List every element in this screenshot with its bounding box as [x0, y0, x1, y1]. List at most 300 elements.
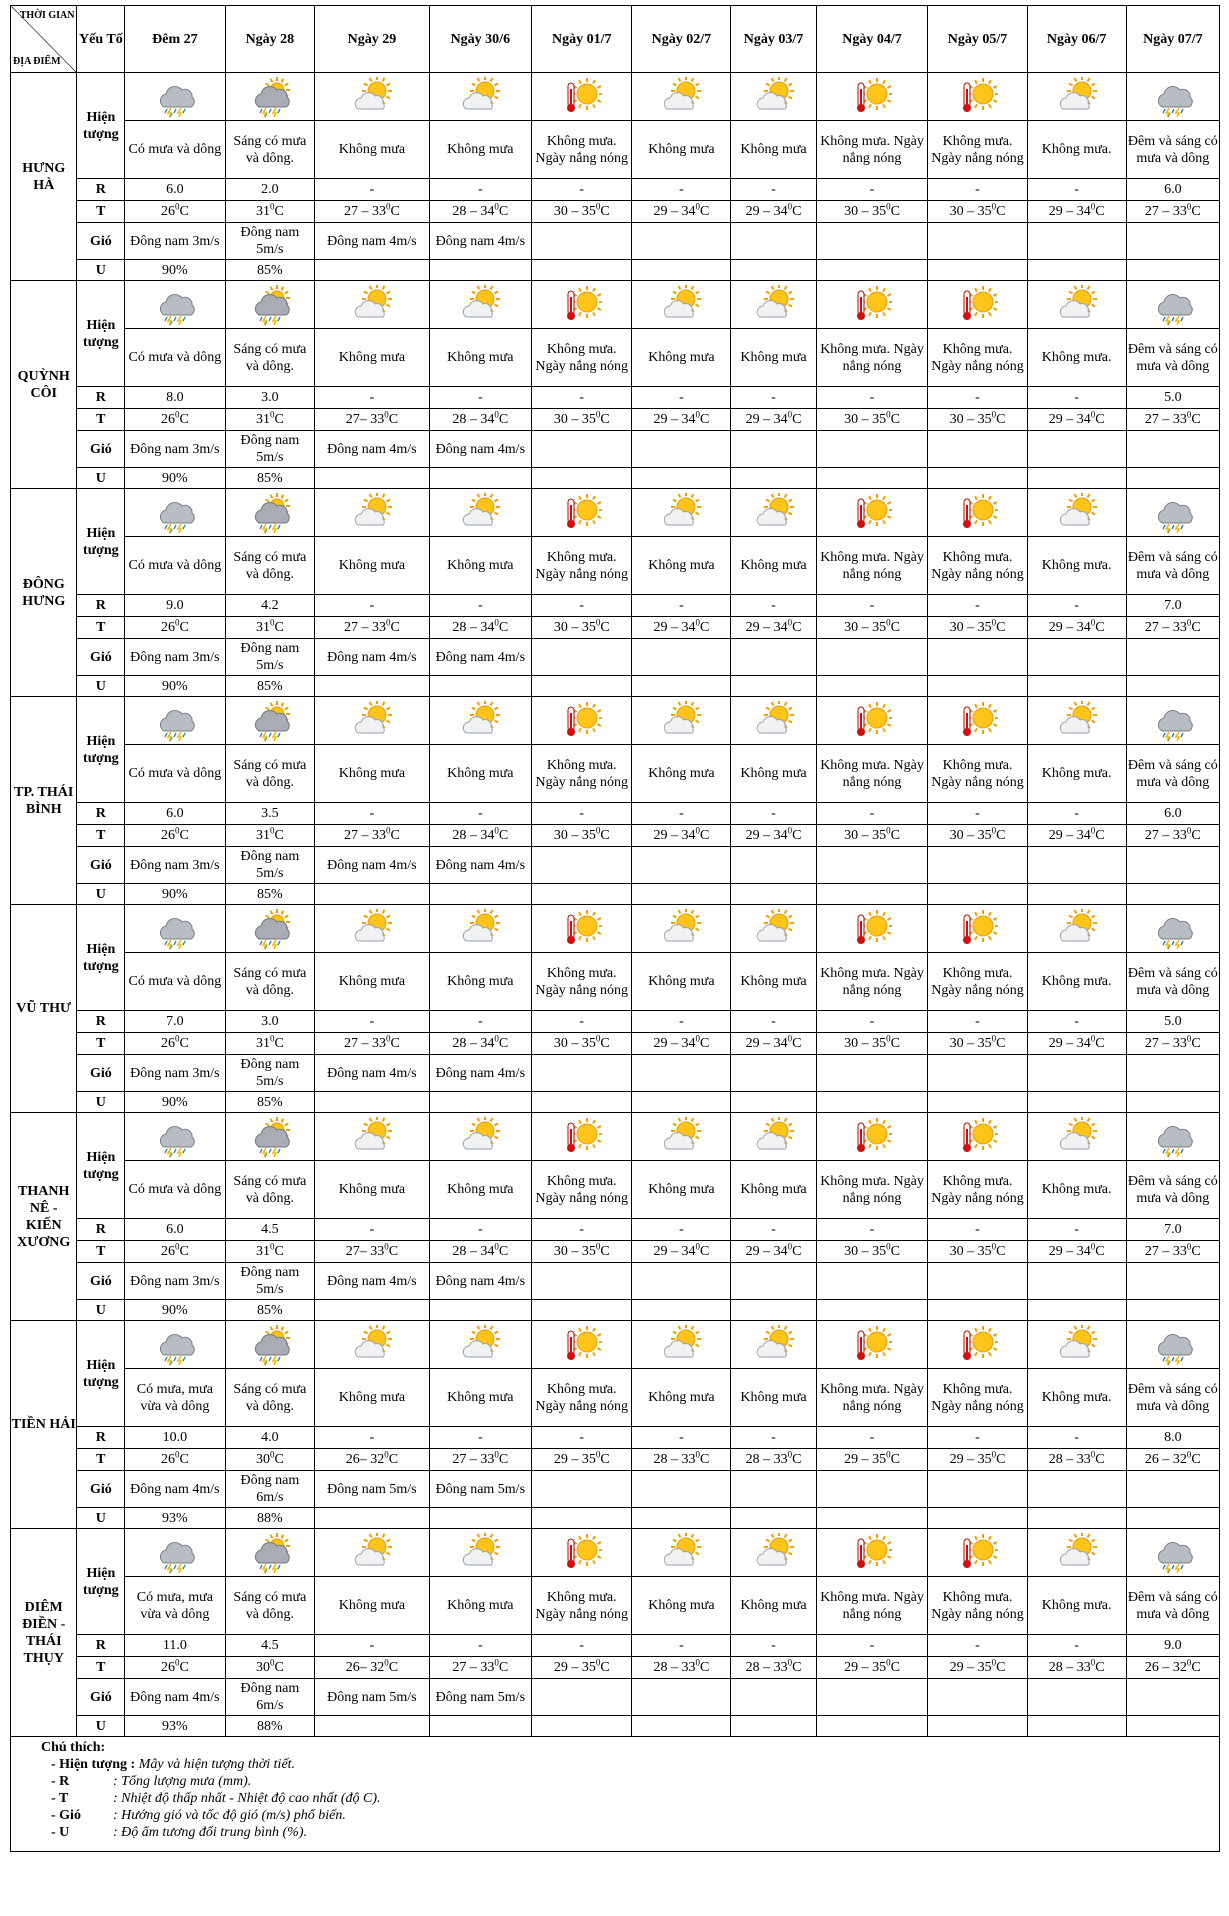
temperature-cell	[429, 1241, 532, 1263]
temperature-value: 29 – 34	[1048, 828, 1091, 843]
hot-sun-icon	[958, 493, 998, 533]
temperature-value: 28 – 34	[452, 1244, 495, 1259]
weather-icon-cell	[225, 489, 315, 537]
temperature-unit: C	[1191, 620, 1201, 635]
weather-icon-cell	[1126, 697, 1219, 745]
partly-cloudy-icon	[352, 1325, 392, 1365]
weather-icon-cell	[731, 1529, 816, 1577]
degree-sign: 0	[494, 201, 499, 212]
temperature-cell	[429, 1033, 532, 1055]
temperature-value: 28 – 34	[452, 1036, 495, 1051]
phenomenon-cell: Không mưa.	[1027, 121, 1126, 179]
temperature-value: 27– 33	[345, 412, 385, 427]
rain-cell: -	[632, 387, 731, 409]
phenomenon-cell: Sáng có mưa và dông.	[225, 953, 315, 1011]
weather-icon-cell	[816, 697, 928, 745]
wind-cell	[1126, 639, 1219, 676]
phenomenon-cell: Sáng có mưa và dông.	[225, 329, 315, 387]
weather-icon-cell	[928, 489, 1027, 537]
row-wind	[11, 847, 1220, 884]
temperature-value: 29 – 34	[1048, 620, 1091, 635]
temperature-unit: C	[1095, 1244, 1105, 1259]
factor-temp-label: T	[77, 617, 125, 639]
temperature-value: 30 – 35	[553, 412, 596, 427]
rain-cell: 7.0	[1126, 1219, 1219, 1241]
wind-cell	[1126, 1263, 1219, 1300]
weather-icon-cell	[225, 905, 315, 953]
phenomenon-cell: Đêm và sáng có mưa và dông	[1126, 745, 1219, 803]
factor-humidity-label: U	[77, 676, 125, 697]
rain-cell: -	[315, 179, 429, 201]
temperature-unit: C	[792, 1660, 802, 1675]
wind-cell: Đông nam 4m/s	[315, 223, 429, 260]
rain-cell: 3.0	[225, 1011, 315, 1033]
rain-cell: -	[315, 803, 429, 825]
rain-cell: 5.0	[1126, 1011, 1219, 1033]
note-key: - R	[51, 1774, 70, 1789]
temperature-cell	[532, 1241, 632, 1263]
location-name: TIỀN HẢI	[11, 1321, 77, 1529]
rain-cell: -	[731, 1635, 816, 1657]
temperature-cell	[816, 1449, 928, 1471]
row-temperature	[11, 1657, 1220, 1679]
temperature-value: 28 – 33	[1048, 1660, 1091, 1675]
row-wind	[11, 431, 1220, 468]
rain-thunder-sun-icon	[250, 1533, 290, 1573]
temperature-value: 29 – 35	[553, 1452, 596, 1467]
humidity-cell: 93%	[125, 1508, 225, 1529]
factor-rain-label: R	[77, 1427, 125, 1449]
rain-cell: -	[731, 179, 816, 201]
humidity-cell: 85%	[225, 260, 315, 281]
phenomenon-cell: Không mưa	[429, 745, 532, 803]
temperature-unit: C	[890, 1036, 900, 1051]
wind-cell	[1027, 431, 1126, 468]
partly-cloudy-icon	[661, 493, 701, 533]
weather-icon-cell	[429, 73, 532, 121]
factor-wind-label: Gió	[77, 1055, 125, 1092]
rain-cell: 9.0	[1126, 1635, 1219, 1657]
temperature-unit: C	[274, 1660, 284, 1675]
temperature-value: 29 – 35	[949, 1660, 992, 1675]
location-name: VŨ THƯ	[11, 905, 77, 1113]
location-name: QUỲNH CÔI	[11, 281, 77, 489]
phenomenon-cell: Không mưa	[315, 537, 429, 595]
humidity-cell	[429, 1716, 532, 1737]
rain-cell: 6.0	[1126, 803, 1219, 825]
humidity-cell	[816, 468, 928, 489]
header-row	[11, 6, 1220, 73]
humidity-cell	[532, 676, 632, 697]
wind-cell	[816, 639, 928, 676]
rain-cell: -	[816, 803, 928, 825]
rain-cell: -	[632, 1635, 731, 1657]
temperature-value: 26– 32	[345, 1660, 385, 1675]
temperature-cell	[928, 1241, 1027, 1263]
temperature-value: 30 – 35	[949, 412, 992, 427]
temperature-cell	[532, 1449, 632, 1471]
row-temperature	[11, 1241, 1220, 1263]
temperature-cell	[816, 825, 928, 847]
humidity-cell	[731, 260, 816, 281]
temperature-unit: C	[274, 1244, 284, 1259]
degree-sign: 0	[384, 1657, 389, 1668]
degree-sign: 0	[384, 1241, 389, 1252]
wind-cell	[928, 1471, 1027, 1508]
humidity-cell	[315, 468, 429, 489]
wind-cell	[816, 223, 928, 260]
degree-sign: 0	[1186, 1033, 1192, 1044]
wind-cell: Đông nam 4m/s	[315, 1055, 429, 1092]
temperature-value: 28 – 34	[452, 828, 495, 843]
wind-cell	[1126, 1055, 1219, 1092]
temperature-unit: C	[498, 1660, 509, 1675]
rain-cell: -	[532, 803, 632, 825]
phenomenon-cell: Không mưa	[315, 1161, 429, 1219]
temperature-value: 30 – 35	[844, 1244, 887, 1259]
rain-cell: -	[315, 1427, 429, 1449]
temperature-cell	[731, 617, 816, 639]
phenomenon-cell: Không mưa. Ngày nắng nóng	[928, 329, 1027, 387]
partly-cloudy-icon	[352, 285, 392, 325]
partly-cloudy-icon	[1057, 1325, 1097, 1365]
temperature-unit: C	[498, 412, 509, 427]
temperature-value: 28 – 34	[452, 620, 495, 635]
degree-sign: 0	[787, 825, 793, 836]
degree-sign: 0	[991, 617, 997, 628]
temperature-unit: C	[390, 828, 400, 843]
temperature-cell	[632, 201, 731, 223]
temperature-cell	[225, 409, 315, 431]
rain-thunder-icon	[1153, 1533, 1193, 1573]
humidity-cell: 90%	[125, 260, 225, 281]
temperature-unit: C	[600, 1660, 610, 1675]
degree-sign: 0	[595, 825, 601, 836]
weather-icon-cell	[632, 697, 731, 745]
phenomenon-cell: Không mưa. Ngày nắng nóng	[928, 953, 1027, 1011]
temperature-value: 27 – 33	[1144, 828, 1187, 843]
humidity-cell	[429, 468, 532, 489]
rain-cell: -	[532, 179, 632, 201]
note-item	[41, 1790, 1219, 1807]
rain-cell: -	[1027, 1635, 1126, 1657]
phenomenon-cell: Không mưa.	[1027, 537, 1126, 595]
humidity-cell	[928, 1092, 1027, 1113]
rain-cell: 10.0	[125, 1427, 225, 1449]
temperature-unit: C	[792, 204, 802, 219]
temperature-unit: C	[600, 204, 610, 219]
phenomenon-cell: Không mưa.	[1027, 329, 1126, 387]
phenomenon-cell: Không mưa. Ngày nắng nóng	[532, 329, 632, 387]
temperature-value: 29 – 34	[1048, 1244, 1091, 1259]
degree-sign: 0	[1186, 201, 1192, 212]
temperature-value: 28 – 33	[653, 1660, 696, 1675]
rain-cell: -	[315, 1219, 429, 1241]
row-phenomenon-icons	[11, 489, 1220, 537]
factor-phenomenon-label: Hiện tượng	[77, 1321, 125, 1427]
phenomenon-cell: Không mưa	[429, 329, 532, 387]
phenomenon-cell: Không mưa.	[1027, 953, 1126, 1011]
weather-icon-cell	[125, 1113, 225, 1161]
note-desc: : Tổng lượng mưa (mm).	[113, 1774, 252, 1789]
weather-icon-cell	[1027, 697, 1126, 745]
row-temperature	[11, 201, 1220, 223]
degree-sign: 0	[269, 1657, 275, 1668]
hot-sun-icon	[562, 77, 602, 117]
temperature-unit: C	[388, 1244, 399, 1259]
rain-cell: 7.0	[125, 1011, 225, 1033]
temperature-value: 29 – 35	[553, 1660, 596, 1675]
temperature-cell	[125, 1449, 225, 1471]
temperature-value: 28 – 34	[452, 204, 495, 219]
phenomenon-cell: Không mưa. Ngày nắng nóng	[532, 121, 632, 179]
weather-icon-cell	[816, 1113, 928, 1161]
temperature-cell	[225, 201, 315, 223]
temperature-unit: C	[600, 1036, 610, 1051]
temperature-cell	[1027, 1033, 1126, 1055]
temperature-unit: C	[498, 1036, 509, 1051]
weather-icon-cell	[315, 697, 429, 745]
degree-sign: 0	[886, 409, 891, 420]
temperature-value: 30 – 35	[553, 1036, 596, 1051]
temperature-value: 26	[160, 1244, 175, 1259]
factor-wind-label: Gió	[77, 223, 125, 260]
forecast-sheet	[10, 5, 1220, 1852]
weather-icon-cell	[928, 1321, 1027, 1369]
temperature-cell	[928, 1657, 1027, 1679]
column-header: Ngày 06/7	[1027, 6, 1126, 73]
row-wind	[11, 1055, 1220, 1092]
hot-sun-icon	[852, 285, 892, 325]
degree-sign: 0	[1186, 617, 1192, 628]
temperature-value: 27 – 33	[343, 204, 386, 219]
temperature-unit: C	[274, 204, 284, 219]
factor-phenomenon-label: Hiện tượng	[77, 1113, 125, 1219]
factor-wind-label: Gió	[77, 431, 125, 468]
rain-cell: -	[928, 1635, 1027, 1657]
note-desc: : Nhiệt độ thấp nhất - Nhiệt độ cao nhất (độ C).	[113, 1791, 381, 1806]
factor-temp-label: T	[77, 409, 125, 431]
phenomenon-cell: Không mưa. Ngày nắng nóng	[532, 953, 632, 1011]
temperature-unit: C	[1095, 828, 1105, 843]
factor-humidity-label: U	[77, 260, 125, 281]
factor-rain-label: R	[77, 1219, 125, 1241]
temperature-cell	[816, 409, 928, 431]
degree-sign: 0	[1090, 1033, 1096, 1044]
hot-sun-icon	[852, 701, 892, 741]
location-name: ĐÔNG HƯNG	[11, 489, 77, 697]
phenomenon-cell: Không mưa. Ngày nắng nóng	[816, 1369, 928, 1427]
wind-cell	[731, 223, 816, 260]
temperature-value: 31	[255, 412, 270, 427]
wind-cell	[632, 1263, 731, 1300]
temperature-cell	[225, 825, 315, 847]
temperature-cell	[731, 1449, 816, 1471]
rain-cell: -	[731, 1219, 816, 1241]
rain-cell: -	[928, 803, 1027, 825]
humidity-cell	[315, 884, 429, 905]
phenomenon-cell: Không mưa	[731, 121, 816, 179]
location-name: HƯNG HÀ	[11, 73, 77, 281]
wind-cell: Đông nam 3m/s	[125, 431, 225, 468]
degree-sign: 0	[494, 1033, 499, 1044]
hot-sun-icon	[958, 77, 998, 117]
partly-cloudy-icon	[1057, 909, 1097, 949]
wind-cell	[532, 1679, 632, 1716]
wind-cell: Đông nam 4m/s	[315, 639, 429, 676]
temperature-cell	[125, 617, 225, 639]
humidity-cell	[315, 1716, 429, 1737]
partly-cloudy-icon	[352, 909, 392, 949]
humidity-cell	[1027, 884, 1126, 905]
temperature-unit: C	[1095, 620, 1105, 635]
rain-cell: 8.0	[125, 387, 225, 409]
factor-phenomenon-label: Hiện tượng	[77, 1529, 125, 1635]
rain-cell: -	[816, 179, 928, 201]
temperature-cell	[1126, 1449, 1219, 1471]
location-name: DIÊM ĐIỀN - THÁI THỤY	[11, 1529, 77, 1737]
row-rain	[11, 1635, 1220, 1657]
partly-cloudy-icon	[661, 77, 701, 117]
degree-sign: 0	[174, 1241, 180, 1252]
partly-cloudy-icon	[1057, 701, 1097, 741]
temperature-value: 29 – 34	[745, 828, 788, 843]
wind-cell	[1027, 1471, 1126, 1508]
phenomenon-cell: Sáng có mưa và dông.	[225, 537, 315, 595]
phenomenon-cell: Không mưa	[632, 953, 731, 1011]
temperature-value: 30 – 35	[844, 620, 887, 635]
humidity-cell	[816, 1092, 928, 1113]
weather-icon-cell	[315, 281, 429, 329]
wind-cell	[816, 1055, 928, 1092]
row-rain	[11, 179, 1220, 201]
temperature-value: 26	[160, 204, 175, 219]
phenomenon-cell: Không mưa.	[1027, 745, 1126, 803]
weather-icon-cell	[731, 905, 816, 953]
phenomenon-cell: Không mưa. Ngày nắng nóng	[532, 537, 632, 595]
partly-cloudy-icon	[460, 77, 500, 117]
weather-icon-cell	[928, 73, 1027, 121]
factor-rain-label: R	[77, 387, 125, 409]
temperature-unit: C	[699, 1452, 710, 1467]
humidity-cell	[532, 884, 632, 905]
degree-sign: 0	[991, 1033, 997, 1044]
wind-cell: Đông nam 5m/s	[225, 639, 315, 676]
wind-cell	[532, 1471, 632, 1508]
row-humidity	[11, 884, 1220, 905]
temperature-value: 31	[255, 620, 270, 635]
weather-icon-cell	[429, 697, 532, 745]
wind-cell: Đông nam 5m/s	[225, 1263, 315, 1300]
corner-location-label: ĐỊA ĐIỂM	[13, 56, 61, 67]
row-rain	[11, 1011, 1220, 1033]
weather-icon-cell	[731, 1321, 816, 1369]
temperature-cell	[731, 825, 816, 847]
temperature-unit: C	[600, 828, 610, 843]
temperature-unit: C	[388, 1660, 399, 1675]
weather-icon-cell	[429, 1113, 532, 1161]
degree-sign: 0	[494, 1657, 499, 1668]
temperature-unit: C	[996, 204, 1006, 219]
temperature-value: 29 – 34	[653, 1244, 696, 1259]
temperature-unit: C	[699, 204, 710, 219]
phenomenon-cell: Không mưa.	[1027, 1577, 1126, 1635]
temperature-cell	[1027, 617, 1126, 639]
weather-icon-cell	[315, 489, 429, 537]
phenomenon-cell: Không mưa	[632, 745, 731, 803]
temperature-unit: C	[179, 1244, 189, 1259]
degree-sign: 0	[1090, 617, 1096, 628]
weather-icon-cell	[816, 281, 928, 329]
row-phenomenon-icons	[11, 697, 1220, 745]
rain-cell: -	[429, 803, 532, 825]
temperature-cell	[532, 1033, 632, 1055]
temperature-unit: C	[792, 1036, 802, 1051]
humidity-cell	[928, 1300, 1027, 1321]
humidity-cell	[632, 260, 731, 281]
row-phenomenon-text	[11, 121, 1220, 179]
partly-cloudy-icon	[661, 1533, 701, 1573]
temperature-value: 29 – 34	[745, 204, 788, 219]
rain-cell: -	[532, 595, 632, 617]
rain-cell: 9.0	[125, 595, 225, 617]
weather-icon-cell	[429, 1321, 532, 1369]
phenomenon-cell: Không mưa. Ngày nắng nóng	[928, 1369, 1027, 1427]
wind-cell	[1027, 1263, 1126, 1300]
temperature-unit: C	[1191, 1452, 1201, 1467]
degree-sign: 0	[1186, 409, 1192, 420]
location-name: THANH NÊ - KIẾN XƯƠNG	[11, 1113, 77, 1321]
temperature-unit: C	[792, 1244, 802, 1259]
weather-icon-cell	[532, 905, 632, 953]
weather-icon-cell	[1027, 1529, 1126, 1577]
factor-rain-label: R	[77, 1011, 125, 1033]
row-rain	[11, 803, 1220, 825]
wind-cell	[1027, 847, 1126, 884]
temperature-cell	[225, 1241, 315, 1263]
humidity-cell	[1126, 884, 1219, 905]
hot-sun-icon	[958, 1117, 998, 1157]
temperature-cell	[928, 825, 1027, 847]
column-header: Ngày 03/7	[731, 6, 816, 73]
wind-cell: Đông nam 4m/s	[429, 223, 532, 260]
factor-temp-label: T	[77, 1657, 125, 1679]
row-phenomenon-icons	[11, 73, 1220, 121]
rain-cell: -	[1027, 1427, 1126, 1449]
note-key: - U	[51, 1825, 70, 1840]
hot-sun-icon	[562, 909, 602, 949]
temperature-cell	[1126, 1241, 1219, 1263]
temperature-cell	[632, 1241, 731, 1263]
phenomenon-cell: Không mưa	[429, 537, 532, 595]
column-header: Ngày 07/7	[1126, 6, 1219, 73]
temperature-value: 28 – 33	[653, 1452, 696, 1467]
temperature-unit: C	[996, 1036, 1006, 1051]
humidity-cell	[731, 676, 816, 697]
temperature-cell	[315, 825, 429, 847]
temperature-cell	[125, 1657, 225, 1679]
wind-cell	[731, 847, 816, 884]
temperature-value: 27 – 33	[343, 620, 386, 635]
rain-cell: 6.0	[1126, 179, 1219, 201]
phenomenon-cell: Không mưa. Ngày nắng nóng	[928, 1161, 1027, 1219]
row-phenomenon-text	[11, 953, 1220, 1011]
wind-cell	[1126, 1679, 1219, 1716]
wind-cell: Đông nam 4m/s	[429, 639, 532, 676]
temperature-unit: C	[179, 1660, 189, 1675]
wind-cell	[816, 1471, 928, 1508]
humidity-cell	[315, 1092, 429, 1113]
